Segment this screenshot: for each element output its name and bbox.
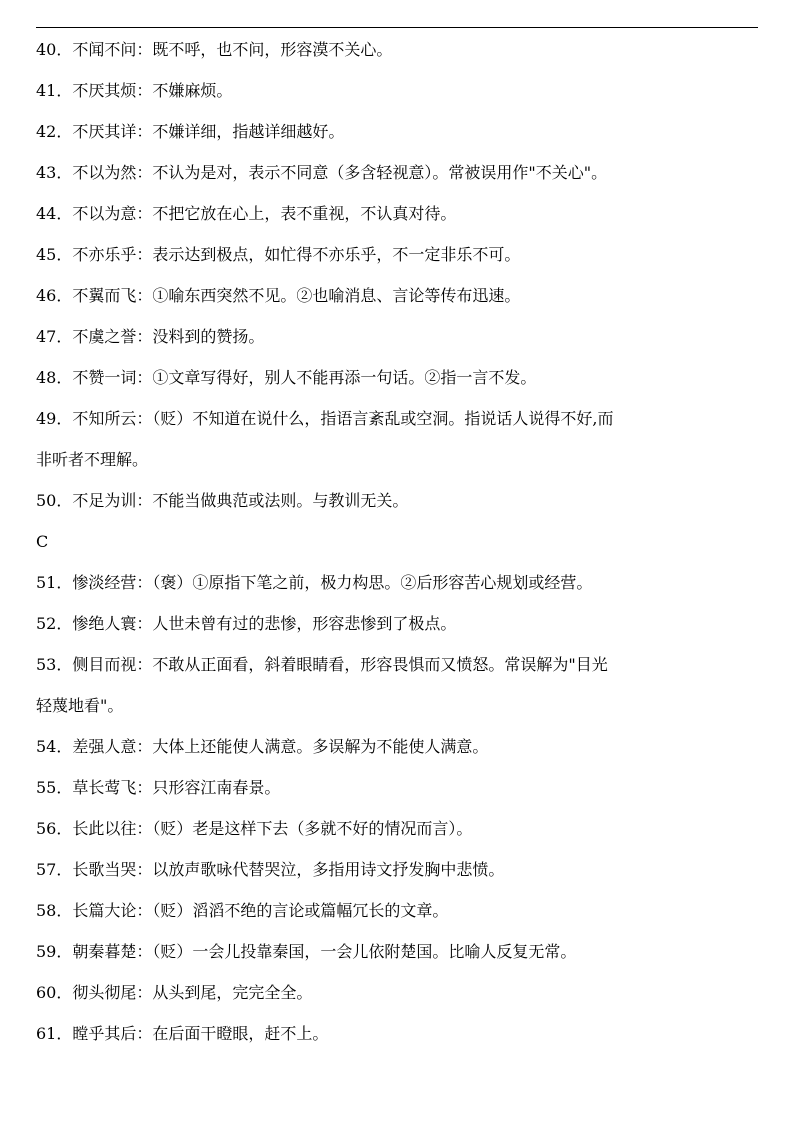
list-item (36, 573, 758, 593)
list-item (36, 81, 758, 101)
entry-text: 51．惨淡经营：（褒）①原指下笔之前，极力构思。②后形容苦心规划或经营。 (36, 573, 593, 592)
entry-text: 49．不知所云：（贬）不知道在说什么，指语言紊乱或空洞。指说话人说得不好,而 (36, 409, 614, 428)
list-item (36, 737, 758, 757)
entry-text-continued: 轻蔑地看"。 (36, 696, 124, 715)
entry-text: 52．惨绝人寰：人世未曾有过的悲惨，形容悲惨到了极点。 (36, 614, 457, 633)
list-item (36, 614, 758, 634)
entry-text: 55．草长莺飞：只形容江南春景。 (36, 778, 281, 797)
list-item (36, 286, 758, 306)
list-item (36, 40, 758, 60)
entry-text: 41．不厌其烦：不嫌麻烦。 (36, 81, 233, 100)
entry-text: 56．长此以往：（贬）老是这样下去（多就不好的情况而言）。 (36, 819, 473, 838)
entry-text: 58．长篇大论：（贬）滔滔不绝的言论或篇幅冗长的文章。 (36, 901, 449, 920)
entry-text: 53．侧目而视：不敢从正面看，斜着眼睛看，形容畏惧而又愤怒。常误解为"目光 (36, 655, 608, 674)
list-item (36, 655, 758, 716)
entry-text: 60．彻头彻尾：从头到尾，完完全全。 (36, 983, 313, 1002)
section-heading: C (36, 532, 49, 551)
entry-text: 57．长歌当哭：以放声歌咏代替哭泣，多指用诗文抒发胸中悲愤。 (36, 860, 505, 879)
entry-text: 48．不赞一词：①文章写得好，别人不能再添一句话。②指一言不发。 (36, 368, 537, 387)
entry-text: 47．不虞之誉：没料到的赞扬。 (36, 327, 265, 346)
list-item (36, 245, 758, 265)
entry-text: 43．不以为然：不认为是对，表示不同意（多含轻视意）。常被误用作"不关心"。 (36, 163, 608, 182)
entry-text: 61．瞠乎其后：在后面干瞪眼，赶不上。 (36, 1024, 329, 1043)
list-item (36, 901, 758, 921)
entry-text: 50．不足为训：不能当做典范或法则。与教训无关。 (36, 491, 409, 510)
list-item (36, 163, 758, 183)
entry-text: 45．不亦乐乎：表示达到极点，如忙得不亦乐乎，不一定非乐不可。 (36, 245, 521, 264)
list-item (36, 327, 758, 347)
entry-text: 42．不厌其详：不嫌详细，指越详细越好。 (36, 122, 345, 141)
list-item (36, 942, 758, 962)
list-item (36, 491, 758, 511)
list-item (36, 778, 758, 798)
entry-text: 44．不以为意：不把它放在心上，表不重视，不认真对待。 (36, 204, 457, 223)
header-rule (36, 27, 758, 28)
entry-text: 40．不闻不问：既不呼，也不问，形容漠不关心。 (36, 40, 393, 59)
list-item (36, 368, 758, 388)
entry-text: 54．差强人意：大体上还能使人满意。多误解为不能使人满意。 (36, 737, 489, 756)
entry-text: 46．不翼而飞：①喻东西突然不见。②也喻消息、言论等传布迅速。 (36, 286, 521, 305)
list-item (36, 819, 758, 839)
entry-text-continued: 非听者不理解。 (36, 450, 149, 469)
document-body (36, 40, 758, 1065)
list-item (36, 860, 758, 880)
entry-text: 59．朝秦暮楚：（贬）一会儿投靠秦国，一会儿依附楚国。比喻人反复无常。 (36, 942, 577, 961)
list-item (36, 983, 758, 1003)
list-item (36, 1024, 758, 1044)
list-item (36, 204, 758, 224)
list-item (36, 409, 758, 470)
list-item (36, 122, 758, 142)
